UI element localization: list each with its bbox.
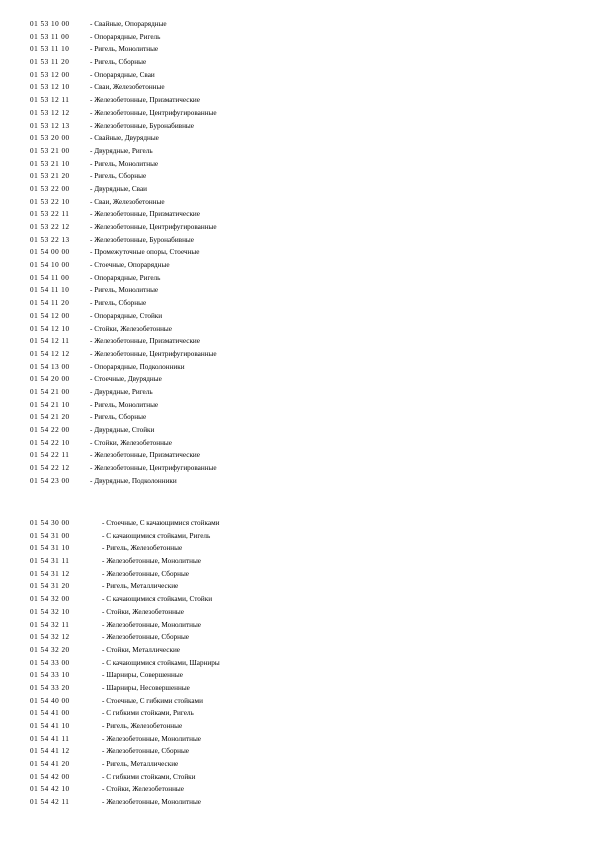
classification-code: 01 54 32 20 [30,645,70,654]
classification-description: - С качающимися стойками, Шарниры [102,658,220,667]
classification-code: 01 53 12 11 [30,96,70,105]
classification-description: - Стоечные, Двурядные [90,375,162,384]
classification-code: 01 54 20 00 [30,375,70,384]
list-item [30,771,570,784]
classification-description: - Двурядные, Подколонники [90,476,177,485]
classification-code: 01 53 21 20 [30,172,70,181]
list-item [30,170,570,183]
classification-code: 01 54 42 11 [30,798,70,807]
list-item [30,158,570,171]
classification-code: 01 53 22 13 [30,235,70,244]
list-item [30,120,570,133]
list-item [30,234,570,247]
classification-description: - С гибкими стойками, Стойки [102,772,196,781]
classification-code: 01 54 31 20 [30,582,70,591]
classification-description: - Железобетонные, Сборные [102,747,190,756]
classification-description: - Железобетонные, Центрифугированные [90,349,217,358]
classification-code: 01 53 21 10 [30,159,70,168]
list-item [30,221,570,234]
classification-code: 01 54 41 10 [30,722,70,730]
list-item [30,145,570,158]
classification-description: - Ригель, Монолитные [90,286,159,295]
list-item [30,783,570,796]
classification-description: - Стойки, Железобетонные [90,324,172,333]
classification-code: 01 54 12 12 [30,349,70,358]
classification-description: - Железобетонные, Призматические [90,210,200,219]
classification-description: - Опорарядные, Стойки [90,311,163,320]
classification-code: 01 53 11 00 [30,32,70,41]
classification-description: - Железобетонные, Монолитные [102,620,201,629]
classification-description: - Ригель, Железобетонные [102,722,183,730]
list-item [30,462,570,475]
classification-code: 01 53 22 12 [30,223,70,231]
classification-code: 01 53 12 00 [30,70,70,79]
classification-code: 01 54 11 00 [30,273,70,282]
classification-code: 01 54 12 00 [30,311,70,320]
classification-code: 01 54 31 10 [30,544,70,553]
classification-code: 01 54 42 10 [30,785,70,794]
classification-description: - Двурядные, Стойки [90,426,155,434]
classification-description: - Стоечные, С качающимися стойками [102,519,220,527]
list-item [30,31,570,44]
classification-description: - Железобетонные, Монолитные [102,557,201,566]
list-item [30,56,570,69]
classification-description: - Железобетонные, Центрифугированные [90,223,217,231]
classification-description: - Двурядные, Ригель [90,146,153,155]
classification-description: - Сваи, Железобетонные [90,83,165,92]
list-item [30,132,570,145]
list-item [30,246,570,259]
classification-code: 01 53 22 00 [30,184,70,193]
classification-code: 01 54 22 00 [30,426,70,434]
list-item [30,94,570,107]
classification-code: 01 54 41 12 [30,747,70,756]
list-item [30,43,570,56]
classification-description: - Ригель, Металлические [102,582,179,591]
classification-description: - Ригель, Сборные [90,172,147,181]
classification-description: - Стойки, Железобетонные [102,607,184,616]
classification-code: 01 54 21 00 [30,387,70,396]
classification-description: - Ригель, Сборные [90,413,147,422]
list-item [30,259,570,272]
classification-code: 01 54 30 00 [30,519,70,527]
classification-code: 01 54 21 10 [30,400,70,409]
list-item [30,669,570,682]
classification-code: 01 54 21 20 [30,413,70,422]
list-item [30,183,570,196]
classification-code: 01 54 33 10 [30,671,70,680]
classification-description: - Промежуточные опоры, Стоечные [90,248,200,257]
classification-description: - Железобетонные, Призматические [90,451,200,460]
classification-code: 01 54 22 12 [30,464,70,473]
list-item [30,644,570,657]
classification-code: 01 54 13 00 [30,362,70,371]
list-item [30,272,570,285]
list-item [30,682,570,695]
classification-code: 01 54 41 11 [30,734,70,743]
list-item [30,196,570,209]
list-item [30,606,570,619]
list-item [30,517,570,530]
classification-code: 01 54 22 11 [30,451,70,460]
classification-code: 01 53 12 10 [30,83,70,92]
classification-code: 01 53 11 20 [30,58,70,67]
classification-description: - Опорарядные, Ригель [90,273,161,282]
list-item [30,335,570,348]
classification-description: - Стойки, Металлические [102,645,180,654]
classification-description: - Ригель, Сборные [90,299,147,308]
classification-code: 01 54 42 00 [30,772,70,781]
classification-code: 01 53 21 00 [30,146,70,155]
classification-description: - С качающимися стойками, Ригель [102,531,211,540]
list-item [30,208,570,221]
classification-description: - Железобетонные, Призматические [90,337,200,346]
classification-description: - Железобетонные, Буронабивные [90,235,194,244]
classification-description: - Стойки, Железобетонные [102,785,184,794]
list-item [30,593,570,606]
classification-description: - Железобетонные, Центрифугированные [90,108,217,117]
classification-description: - Железобетонные, Призматические [90,96,200,105]
classification-code: 01 54 11 10 [30,286,70,295]
list-item [30,297,570,310]
list-item [30,695,570,708]
list-item [30,69,570,82]
classification-description: - Шарниры, Совершенные [102,671,183,680]
list-item [30,568,570,581]
classification-description: - С качающимися стойками, Стойки [102,595,213,604]
classification-code: 01 54 41 20 [30,760,70,769]
classification-code: 01 53 22 10 [30,197,70,206]
list-item [30,475,570,488]
classification-description: - Стоечные, Опорарядные [90,261,170,270]
classification-description: - Стойки, Железобетонные [90,438,172,447]
list-item [30,437,570,450]
classification-description: - Опорарядные, Ригель [90,32,161,41]
classification-description: - Шарниры, Несовершенные [102,683,190,692]
classification-description: - Стоечные, С гибкими стойками [102,696,203,705]
classification-code: 01 54 12 10 [30,324,70,333]
classification-description: - Железобетонные, Центрифугированные [90,464,217,473]
classification-description: - Ригель, Сборные [90,58,147,67]
list-item [30,530,570,543]
classification-description: - Железобетонные, Сборные [102,569,190,578]
classification-code: 01 54 32 12 [30,633,70,642]
list-item [30,720,570,733]
list-item [30,707,570,720]
classification-description: - Сваи, Железобетонные [90,197,165,206]
classification-code: 01 54 11 20 [30,299,70,308]
list-item [30,796,570,809]
list-item [30,18,570,31]
classification-description: - Ригель, Металлические [102,760,179,769]
list-item [30,81,570,94]
classification-code: 01 54 33 20 [30,683,70,692]
classification-code: 01 54 10 00 [30,261,70,270]
classification-code: 01 53 12 12 [30,108,70,117]
list-item [30,542,570,555]
classification-code: 01 53 10 00 [30,20,70,28]
list-item [30,284,570,297]
list-item [30,631,570,644]
classification-code: 01 54 31 11 [30,557,70,566]
classification-description: - Ригель, Монолитные [90,400,159,409]
list-item [30,107,570,120]
classification-code: 01 54 12 11 [30,337,70,346]
classification-list-upper [30,18,570,487]
classification-code: 01 54 41 00 [30,709,70,718]
classification-code: 01 54 32 00 [30,595,70,604]
classification-description: - Ригель, Монолитные [90,159,159,168]
list-item [30,580,570,593]
list-item [30,657,570,670]
list-item [30,619,570,632]
classification-code: 01 53 20 00 [30,134,70,143]
classification-code: 01 54 00 00 [30,248,70,257]
classification-description: - Свайные, Двурядные [90,134,159,143]
classification-code: 01 54 33 00 [30,658,70,667]
list-item [30,361,570,374]
list-item [30,348,570,361]
classification-description: - Железобетонные, Буронабивные [90,121,194,130]
list-item [30,555,570,568]
list-item [30,310,570,323]
classification-code: 01 54 40 00 [30,696,70,705]
list-item [30,411,570,424]
classification-list-lower [30,517,570,809]
list-item [30,373,570,386]
list-item [30,399,570,412]
classification-description: - Железобетонные, Сборные [102,633,190,642]
classification-description: - Опорарядные, Подколонники [90,362,185,371]
classification-description: - Железобетонные, Монолитные [102,734,201,743]
classification-code: 01 54 32 11 [30,620,70,629]
classification-description: - Двурядные, Сваи [90,184,147,193]
classification-description: - Ригель, Монолитные [90,45,159,54]
list-item [30,323,570,336]
classification-description: - Опорарядные, Сваи [90,70,155,79]
classification-code: 01 54 23 00 [30,476,70,485]
classification-code: 01 53 22 11 [30,210,70,219]
classification-description: - С гибкими стойками, Ригель [102,709,194,718]
classification-description: - Двурядные, Ригель [90,387,153,396]
classification-code: 01 53 12 13 [30,121,70,130]
list-item [30,449,570,462]
classification-code: 01 54 31 12 [30,569,70,578]
classification-code: 01 53 11 10 [30,45,70,54]
list-item [30,758,570,771]
classification-code: 01 54 31 00 [30,531,70,540]
classification-code: 01 54 32 10 [30,607,70,616]
classification-description: - Ригель, Железобетонные [102,544,183,553]
classification-description: - Железобетонные, Монолитные [102,798,201,807]
list-item [30,745,570,758]
list-item [30,424,570,437]
list-item [30,733,570,746]
list-item [30,386,570,399]
classification-code: 01 54 22 10 [30,438,70,447]
classification-description: - Свайные, Опорарядные [90,20,167,28]
